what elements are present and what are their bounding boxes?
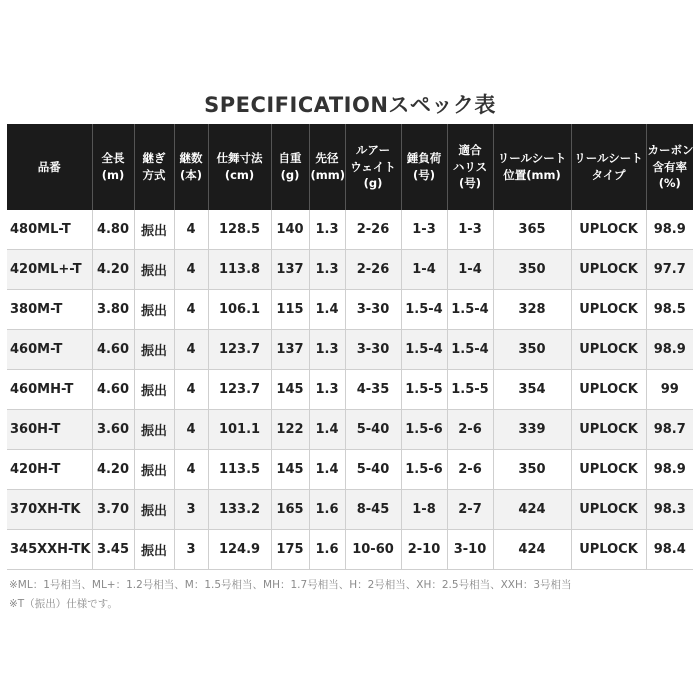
- table-cell: 4: [174, 330, 208, 370]
- table-cell: 振出: [134, 450, 174, 490]
- table-cell: 振出: [134, 410, 174, 450]
- column-header-line: 全長: [101, 151, 125, 166]
- table-cell: UPLOCK: [571, 290, 646, 330]
- table-cell: 1.4: [309, 450, 345, 490]
- column-header: [401, 124, 447, 210]
- table-cell: 4: [174, 410, 208, 450]
- model-cell: 360H-T: [7, 410, 92, 450]
- column-header: [447, 124, 493, 210]
- table-row: [7, 290, 693, 330]
- table-cell: 2-10: [401, 530, 447, 570]
- column-header-line: リールシート: [497, 151, 567, 166]
- table-cell: 4-35: [345, 370, 401, 410]
- model-cell: 460M-T: [7, 330, 92, 370]
- column-header: [134, 124, 174, 210]
- table-cell: 4: [174, 250, 208, 290]
- table-cell: 137: [271, 250, 309, 290]
- table-cell: 3.80: [92, 290, 134, 330]
- table-cell: 3.70: [92, 490, 134, 530]
- table-cell: 1.5-5: [447, 370, 493, 410]
- table-cell: 124.9: [208, 530, 271, 570]
- table-row: [7, 210, 693, 250]
- table-cell: 1.4: [309, 290, 345, 330]
- table-cell: 175: [271, 530, 309, 570]
- column-header: [345, 124, 401, 210]
- column-header: [571, 124, 646, 210]
- table-cell: UPLOCK: [571, 410, 646, 450]
- table-cell: UPLOCK: [571, 210, 646, 250]
- table-cell: 98.9: [646, 450, 693, 490]
- model-cell: 345XXH-TK: [7, 530, 92, 570]
- table-cell: 98.7: [646, 410, 693, 450]
- table-cell: 113.5: [208, 450, 271, 490]
- table-cell: 5-40: [345, 450, 401, 490]
- table-cell: 10-60: [345, 530, 401, 570]
- column-header: [309, 124, 345, 210]
- table-cell: 354: [493, 370, 571, 410]
- table-cell: 123.7: [208, 330, 271, 370]
- table-cell: 振出: [134, 490, 174, 530]
- table-cell: 2-26: [345, 210, 401, 250]
- table-cell: 4.20: [92, 450, 134, 490]
- table-cell: 振出: [134, 210, 174, 250]
- table-cell: 4.80: [92, 210, 134, 250]
- model-cell: 370XH-TK: [7, 490, 92, 530]
- table-cell: UPLOCK: [571, 450, 646, 490]
- table-cell: 98.9: [646, 210, 693, 250]
- table-cell: 3-30: [345, 290, 401, 330]
- table-header-row: [7, 124, 693, 210]
- table-cell: 328: [493, 290, 571, 330]
- table-cell: 3.60: [92, 410, 134, 450]
- table-cell: 1-3: [447, 210, 493, 250]
- table-cell: 106.1: [208, 290, 271, 330]
- table-cell: 145: [271, 450, 309, 490]
- table-cell: 1.5-6: [401, 410, 447, 450]
- column-header-line: 継ぎ: [142, 151, 166, 166]
- table-cell: 123.7: [208, 370, 271, 410]
- table-cell: 振出: [134, 370, 174, 410]
- table-cell: 137: [271, 330, 309, 370]
- column-header: [208, 124, 271, 210]
- table-cell: 3.45: [92, 530, 134, 570]
- column-header-line: (g): [280, 168, 300, 182]
- table-cell: 3: [174, 490, 208, 530]
- column-header-line: 方式: [142, 168, 166, 182]
- table-cell: 4: [174, 210, 208, 250]
- column-header: [493, 124, 571, 210]
- table-cell: 424: [493, 530, 571, 570]
- column-header-line: ウェイト: [350, 159, 396, 174]
- table-cell: 4.60: [92, 330, 134, 370]
- table-cell: 2-26: [345, 250, 401, 290]
- column-header-line: (号): [412, 168, 435, 182]
- table-row: [7, 490, 693, 530]
- table-row: [7, 450, 693, 490]
- table-cell: 98.9: [646, 330, 693, 370]
- column-header-line: (m): [101, 168, 125, 182]
- table-cell: 1.6: [309, 530, 345, 570]
- column-header: [7, 124, 92, 210]
- table-cell: 振出: [134, 250, 174, 290]
- table-body: [7, 210, 693, 570]
- column-header-line: 仕舞寸法: [216, 151, 263, 166]
- page-title: SPECIFICATIONスペック表: [204, 93, 496, 117]
- table-cell: UPLOCK: [571, 250, 646, 290]
- table-cell: 8-45: [345, 490, 401, 530]
- table-cell: 1.5-4: [401, 290, 447, 330]
- column-header-line: (本): [179, 168, 202, 182]
- table-cell: 1.5-4: [447, 330, 493, 370]
- column-header-line: 継数: [179, 151, 203, 166]
- table-cell: 3-30: [345, 330, 401, 370]
- table-cell: 1.5-6: [401, 450, 447, 490]
- table-cell: 4.60: [92, 370, 134, 410]
- table-cell: 3-10: [447, 530, 493, 570]
- column-header-line: タイプ: [591, 168, 626, 182]
- table-cell: 113.8: [208, 250, 271, 290]
- column-header-line: (mm): [310, 168, 345, 182]
- table-cell: 2-6: [447, 450, 493, 490]
- column-header-line: 自重: [278, 151, 302, 166]
- column-header-line: 錘負荷: [406, 151, 442, 166]
- table-cell: 98.5: [646, 290, 693, 330]
- table-cell: 1.3: [309, 250, 345, 290]
- model-cell: 380M-T: [7, 290, 92, 330]
- table-cell: UPLOCK: [571, 330, 646, 370]
- column-header-line: (号): [458, 176, 481, 191]
- table-cell: 1-4: [401, 250, 447, 290]
- column-header-line: 先径: [315, 151, 339, 166]
- column-header-line: 適合: [458, 142, 482, 157]
- table-row: [7, 530, 693, 570]
- model-cell: 480ML-T: [7, 210, 92, 250]
- table-cell: 339: [493, 410, 571, 450]
- table-cell: 165: [271, 490, 309, 530]
- column-header-line: (g): [363, 176, 383, 191]
- table-cell: 98.4: [646, 530, 693, 570]
- table-cell: 1.3: [309, 370, 345, 410]
- table-cell: 振出: [134, 330, 174, 370]
- model-cell: 420ML+-T: [7, 250, 92, 290]
- note-line: ※T（振出）仕様です。: [9, 598, 118, 610]
- column-header: [92, 124, 134, 210]
- table-cell: 1-3: [401, 210, 447, 250]
- table-cell: 145: [271, 370, 309, 410]
- column-header-line: 品番: [37, 159, 61, 174]
- spec-table: [7, 124, 693, 570]
- table-row: [7, 410, 693, 450]
- table-cell: 1-4: [447, 250, 493, 290]
- table-cell: 4.20: [92, 250, 134, 290]
- table-cell: UPLOCK: [571, 490, 646, 530]
- table-cell: 1.5-4: [401, 330, 447, 370]
- table-cell: UPLOCK: [571, 370, 646, 410]
- column-header-line: カーボン: [647, 142, 694, 157]
- table-cell: 4: [174, 290, 208, 330]
- table-cell: 99: [646, 370, 693, 410]
- table-cell: 2-7: [447, 490, 493, 530]
- column-header: [174, 124, 208, 210]
- table-row: [7, 370, 693, 410]
- table-cell: 1.5-5: [401, 370, 447, 410]
- table-cell: 350: [493, 330, 571, 370]
- table-cell: 1.3: [309, 330, 345, 370]
- column-header-line: (cm): [224, 168, 255, 182]
- table-cell: 振出: [134, 530, 174, 570]
- table-cell: 140: [271, 210, 309, 250]
- table-cell: 振出: [134, 290, 174, 330]
- table-row: [7, 330, 693, 370]
- table-cell: 424: [493, 490, 571, 530]
- table-cell: 122: [271, 410, 309, 450]
- table-cell: 115: [271, 290, 309, 330]
- table-cell: 4: [174, 370, 208, 410]
- column-header: [646, 124, 693, 210]
- column-header-line: 含有率: [652, 159, 687, 174]
- table-cell: 133.2: [208, 490, 271, 530]
- table-cell: 365: [493, 210, 571, 250]
- note-line: ※ML：1号相当、ML+：1.2号相当、M：1.5号相当、MH：1.7号相当、H：2号相当、XH：2.5号相当、XXH：3号相当: [9, 579, 572, 591]
- column-header: [271, 124, 309, 210]
- column-header-line: 位置(mm): [503, 168, 561, 182]
- table-cell: 1-8: [401, 490, 447, 530]
- column-header-line: (%): [658, 176, 681, 191]
- model-cell: 420H-T: [7, 450, 92, 490]
- table-cell: UPLOCK: [571, 530, 646, 570]
- table-cell: 2-6: [447, 410, 493, 450]
- table-cell: 1.4: [309, 410, 345, 450]
- column-header-line: ハリス: [452, 159, 488, 174]
- column-header-line: リールシート: [574, 151, 643, 166]
- model-cell: 460MH-T: [7, 370, 92, 410]
- table-cell: 1.6: [309, 490, 345, 530]
- table-cell: 128.5: [208, 210, 271, 250]
- table-cell: 350: [493, 450, 571, 490]
- column-header-line: ルアー: [355, 142, 391, 157]
- table-cell: 1.5-4: [447, 290, 493, 330]
- table-cell: 97.7: [646, 250, 693, 290]
- table-cell: 5-40: [345, 410, 401, 450]
- table-cell: 3: [174, 530, 208, 570]
- table-row: [7, 250, 693, 290]
- table-cell: 350: [493, 250, 571, 290]
- table-cell: 98.3: [646, 490, 693, 530]
- table-cell: 1.3: [309, 210, 345, 250]
- table-cell: 4: [174, 450, 208, 490]
- table-cell: 101.1: [208, 410, 271, 450]
